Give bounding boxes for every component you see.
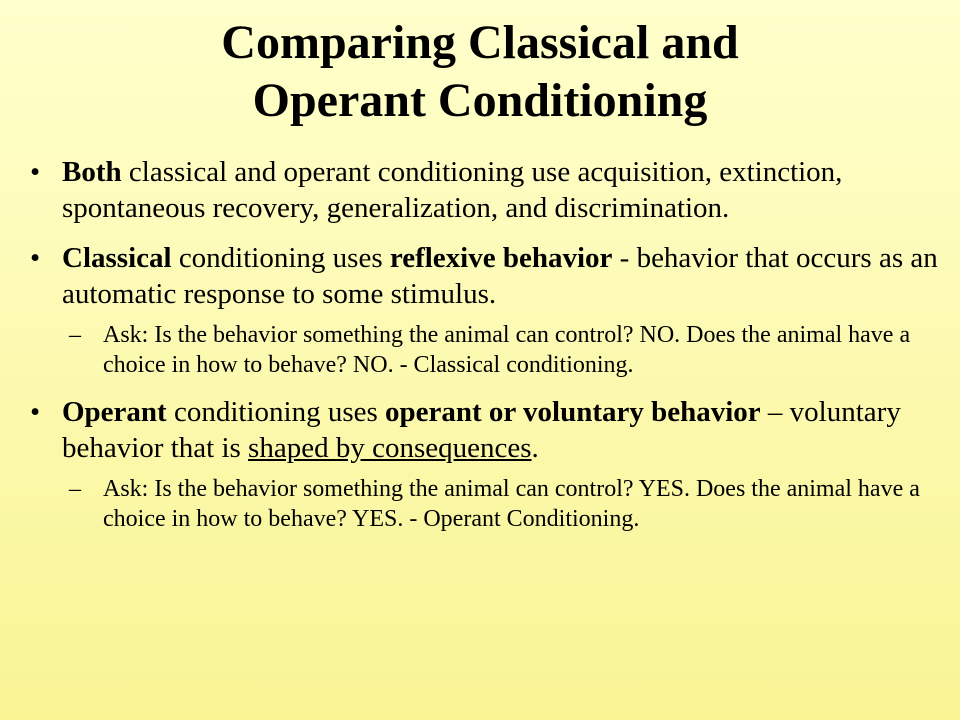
bullet-text: conditioning uses — [171, 242, 390, 274]
bullet-lead: Operant — [62, 396, 167, 428]
dash-icon: – — [69, 322, 81, 348]
bullet-dot-icon: • — [30, 396, 41, 428]
bullet-both — [30, 154, 950, 226]
dash-icon: – — [69, 476, 81, 502]
bullet-operant — [30, 394, 950, 466]
bullet-dot-icon: • — [30, 156, 41, 188]
sub-bullet-text: Ask: Is the behavior something the animal can control? NO. Does the animal have a choice in how to behave? NO. - Classical conditioning. — [103, 322, 911, 378]
slide-body — [30, 154, 950, 534]
bullet-lead: Both — [62, 156, 122, 188]
sub-bullet-classical — [30, 320, 950, 380]
bullet-text: – voluntary behavior that is — [62, 396, 901, 464]
bullet-text: classical and operant conditioning use acquisition, extinction, spontaneous recovery, generalization, and discrimination. — [62, 156, 843, 224]
slide-title-line-2: Operant Conditioning — [252, 74, 708, 127]
slide-title-line-1: Comparing Classical and — [221, 16, 739, 69]
bullet-text: . — [531, 432, 539, 464]
slide-title — [0, 14, 960, 130]
bullet-text: conditioning uses — [166, 396, 386, 428]
sub-bullet-text: Ask: Is the behavior something the animal can control? YES. Does the animal have a choice in how to behave? YES. - Operant Conditioning. — [103, 476, 920, 532]
bullet-dot-icon: • — [30, 242, 41, 274]
sub-bullet-operant — [30, 474, 950, 534]
bullet-text: - behavior that occurs as an automatic response to some stimulus. — [62, 242, 938, 310]
underlined-phrase: shaped by consequences — [248, 432, 532, 464]
bullet-classical — [30, 240, 950, 312]
bullet-key-term: reflexive behavior — [389, 242, 613, 274]
bullet-lead: Classical — [62, 242, 172, 274]
bullet-key-term: operant or voluntary behavior — [385, 396, 761, 428]
